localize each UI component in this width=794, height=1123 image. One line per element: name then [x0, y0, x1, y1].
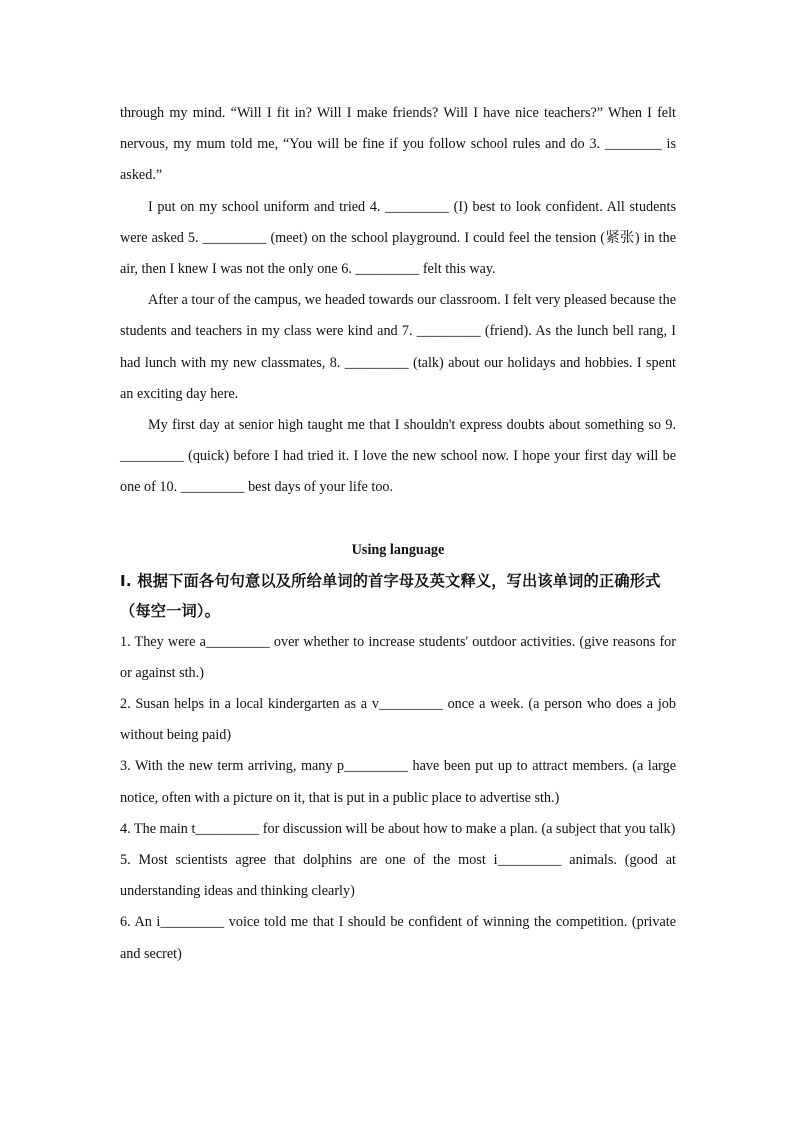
exercise-item-4: 4. The main t_________ for discussion will be about how to make a plan. (a subject that you talk): [120, 820, 676, 837]
exercise-instruction: I. 根据下面各句句意以及所给单词的首字母及英文释义，写出该单词的正确形式（每空一词）。: [120, 571, 661, 621]
exercise-item-5: 5. Most scientists agree that dolphins are one of the most i_________ animals. (good at understanding ideas and thinking clearly): [120, 852, 676, 900]
passage-paragraph-2: I put on my school uniform and tried 4. _________ (I) best to look confident. All students were asked 5. _________ (meet) on the school playground. I could feel the tension (紧张) in the air, then I knew I was not the only one 6. _________ felt this way.: [120, 198, 676, 278]
exercise-item-1: 1. They were a_________ over whether to increase students' outdoor activities. (give reasons for or against sth.): [120, 633, 676, 681]
exercise-item-2: 2. Susan helps in a local kindergarten as a v_________ once a week. (a person who does a job without being paid): [120, 696, 676, 744]
worksheet-page: [120, 98, 676, 970]
exercise-item-6: 6. An i_________ voice told me that I should be confident of winning the competition. (private and secret): [120, 914, 676, 962]
section-spacer: [120, 504, 676, 535]
exercise-item-3: 3. With the new term arriving, many p_________ have been put up to attract members. (a large notice, often with a picture on it, that is put in a public place to advertise sth.): [120, 758, 676, 806]
section-title: Using language: [351, 541, 445, 558]
passage-paragraph-3: After a tour of the campus, we headed towards our classroom. I felt very pleased because the students and teachers in my class were kind and 7. _________ (friend). As the lunch bell rang, I had lunch with my new classmates, 8. _________ (talk) about our holidays and hobbies. I spent an exciting day here.: [120, 292, 676, 402]
passage-paragraph-1: through my mind. “Will I fit in? Will I make friends? Will I have nice teachers?” When I felt nervous, my mum told me, “You will be fine if you follow school rules and do 3. ________ is asked.”: [120, 105, 676, 184]
passage-paragraph-4: My first day at senior high taught me that I shouldn't express doubts about something so 9. _________ (quick) before I had tried it. I love the new school now. I hope your first day will be one of 10. _________ best days of your life too.: [120, 417, 676, 496]
